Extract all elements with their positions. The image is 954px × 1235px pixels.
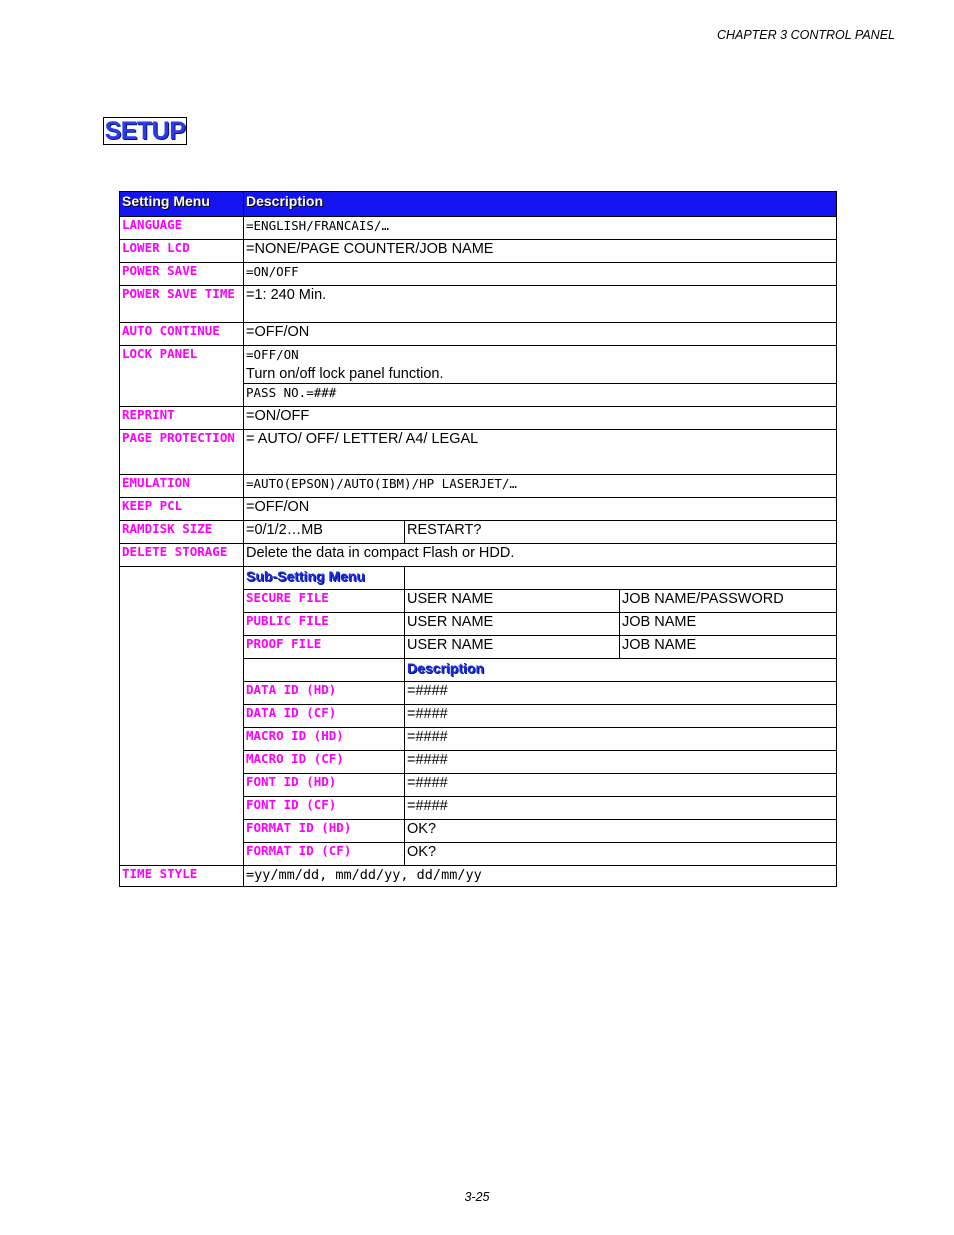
table-row bbox=[120, 430, 837, 475]
setting-value: =OFF/ON bbox=[244, 498, 837, 521]
setting-value: =OFF/ON bbox=[244, 323, 837, 346]
sub-setting-key: FONT ID (CF) bbox=[244, 797, 405, 820]
setting-key: POWER SAVE bbox=[120, 263, 244, 286]
sub-description-heading: Description bbox=[405, 659, 837, 682]
table-row bbox=[120, 544, 837, 567]
setting-key: EMULATION bbox=[120, 475, 244, 498]
sub-setting-value: USER NAME bbox=[405, 590, 620, 613]
table-row bbox=[120, 521, 837, 544]
table-header-row bbox=[120, 192, 837, 217]
setting-key: REPRINT bbox=[120, 407, 244, 430]
sub-setting-value: =#### bbox=[405, 751, 837, 774]
sub-setting-value: USER NAME bbox=[405, 636, 620, 659]
setting-value: =NONE/PAGE COUNTER/JOB NAME bbox=[244, 240, 837, 263]
sub-menu-spacer bbox=[120, 567, 244, 866]
table-row bbox=[120, 346, 837, 384]
col-header-description: Description bbox=[244, 192, 837, 217]
setting-value: =AUTO(EPSON)/AUTO(IBM)/HP LASERJET/… bbox=[244, 475, 837, 498]
setting-value: =1: 240 Min. bbox=[244, 286, 837, 323]
setting-value: =OFF/ON bbox=[246, 347, 299, 362]
col-header-setting-menu: Setting Menu bbox=[120, 192, 244, 217]
setting-value-2: RESTART? bbox=[405, 521, 837, 544]
table-row bbox=[120, 240, 837, 263]
sub-setting-value: =#### bbox=[405, 797, 837, 820]
sub-setting-value: =#### bbox=[405, 682, 837, 705]
sub-setting-key: PROOF FILE bbox=[244, 636, 405, 659]
sub-setting-key: FORMAT ID (CF) bbox=[244, 843, 405, 866]
setting-key: LANGUAGE bbox=[120, 217, 244, 240]
sub-setting-key: PUBLIC FILE bbox=[244, 613, 405, 636]
page-number: 3-25 bbox=[464, 1190, 490, 1204]
setting-key: LOWER LCD bbox=[120, 240, 244, 263]
setting-key: AUTO CONTINUE bbox=[120, 323, 244, 346]
setting-key: POWER SAVE TIME bbox=[120, 286, 244, 323]
setting-key: PAGE PROTECTION bbox=[120, 430, 244, 475]
sub-setting-heading: Sub-Setting Menu bbox=[244, 567, 405, 590]
sub-setting-value: OK? bbox=[405, 843, 837, 866]
setting-pass-value: PASS NO.=### bbox=[244, 384, 837, 407]
sub-setting-key: DATA ID (CF) bbox=[244, 705, 405, 728]
table-row bbox=[120, 323, 837, 346]
chapter-header: CHAPTER 3 CONTROL PANEL bbox=[716, 28, 895, 42]
table-row bbox=[120, 217, 837, 240]
setting-key: DELETE STORAGE bbox=[120, 544, 244, 567]
setting-key: TIME STYLE bbox=[120, 866, 244, 887]
sub-setting-value: =#### bbox=[405, 705, 837, 728]
table-row bbox=[120, 498, 837, 521]
sub-setting-key: MACRO ID (HD) bbox=[244, 728, 405, 751]
table-row bbox=[120, 567, 837, 590]
setting-key: KEEP PCL bbox=[120, 498, 244, 521]
sub-setting-value-2: JOB NAME bbox=[620, 613, 837, 636]
setting-value: =yy/mm/dd, mm/dd/yy, dd/mm/yy bbox=[244, 866, 837, 887]
setting-value: =ON/OFF bbox=[244, 263, 837, 286]
table-row bbox=[120, 475, 837, 498]
sub-setting-key: DATA ID (HD) bbox=[244, 682, 405, 705]
page-title: SETUP bbox=[104, 117, 186, 145]
setup-menu-table bbox=[119, 191, 837, 887]
table-row bbox=[120, 407, 837, 430]
sub-setting-value-2: JOB NAME/PASSWORD bbox=[620, 590, 837, 613]
sub-setting-value: =#### bbox=[405, 774, 837, 797]
table-row bbox=[120, 866, 837, 887]
sub-setting-key: MACRO ID (CF) bbox=[244, 751, 405, 774]
sub-setting-value-2: JOB NAME bbox=[620, 636, 837, 659]
sub-setting-value: =#### bbox=[405, 728, 837, 751]
table-row bbox=[120, 286, 837, 323]
setting-key: RAMDISK SIZE bbox=[120, 521, 244, 544]
sub-setting-key: FONT ID (HD) bbox=[244, 774, 405, 797]
setting-note: Turn on/off lock panel function. bbox=[246, 366, 444, 382]
sub-setting-key: FORMAT ID (HD) bbox=[244, 820, 405, 843]
setting-value: =ENGLISH/FRANCAIS/… bbox=[244, 217, 837, 240]
table-row bbox=[120, 263, 837, 286]
setting-key: LOCK PANEL bbox=[120, 346, 244, 407]
setting-value: =ON/OFF bbox=[244, 407, 837, 430]
setting-value: = AUTO/ OFF/ LETTER/ A4/ LEGAL bbox=[244, 430, 837, 475]
setting-value: Delete the data in compact Flash or HDD. bbox=[244, 544, 837, 567]
sub-setting-key: SECURE FILE bbox=[244, 590, 405, 613]
sub-setting-value: USER NAME bbox=[405, 613, 620, 636]
setting-value: =0/1/2…MB bbox=[244, 521, 405, 544]
sub-setting-value: OK? bbox=[405, 820, 837, 843]
